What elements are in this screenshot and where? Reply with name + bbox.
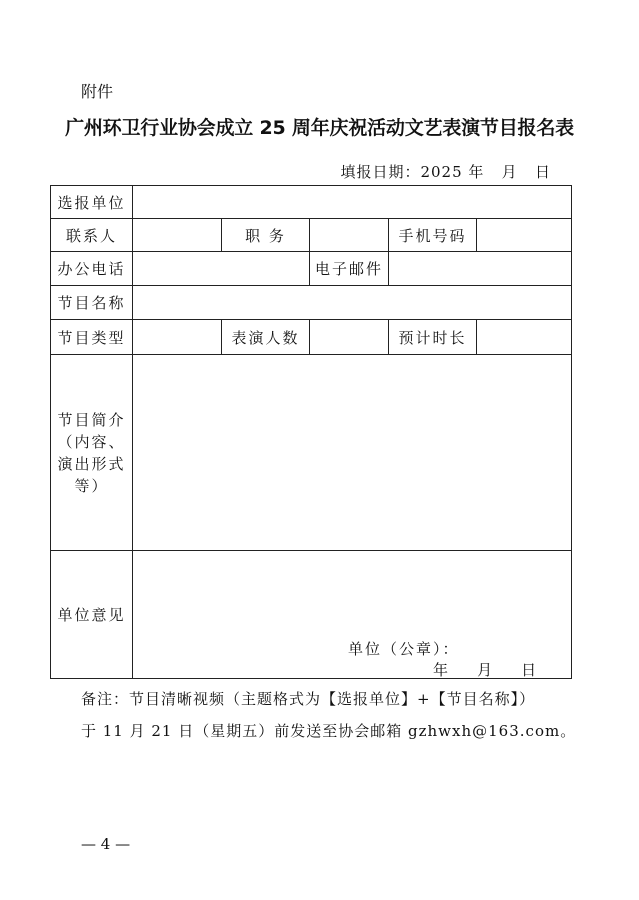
- intro-label-line: 等）: [74, 476, 109, 495]
- attachment-label: 附件: [81, 82, 114, 101]
- row-program-type: [51, 320, 572, 355]
- document-title: 广州环卫行业协会成立 25 周年庆祝活动文艺表演节目报名表: [65, 117, 574, 139]
- row-intro: [51, 355, 572, 551]
- program-name-field[interactable]: [133, 286, 572, 320]
- intro-label-line: 演出形式: [57, 454, 126, 473]
- opinion-label: 单位意见: [51, 551, 133, 679]
- duration-label: 预计时长: [389, 320, 477, 355]
- mobile-field[interactable]: [477, 219, 572, 252]
- page-number: — 4 —: [81, 835, 131, 853]
- row-opinion: [51, 551, 572, 679]
- seal-label: 单位（公章）：: [348, 640, 460, 658]
- mobile-label: 手机号码: [389, 219, 477, 252]
- email-label: 电子邮件: [310, 252, 389, 286]
- row-contact: [51, 219, 572, 252]
- note-line-1: 备注：节目清晰视频（主题格式为【选报单位】+【节目名称】）: [81, 690, 536, 708]
- program-type-label: 节目类型: [51, 320, 133, 355]
- program-type-field[interactable]: [133, 320, 222, 355]
- opinion-field[interactable]: [133, 551, 572, 679]
- performers-label: 表演人数: [222, 320, 310, 355]
- intro-label: [51, 355, 133, 551]
- intro-label-line: 节目简介: [57, 410, 126, 429]
- office-phone-field[interactable]: [133, 252, 310, 286]
- contact-label: 联系人: [51, 219, 133, 252]
- row-program-name: [51, 286, 572, 320]
- contact-field[interactable]: [133, 219, 222, 252]
- position-field[interactable]: [310, 219, 389, 252]
- intro-field[interactable]: [133, 355, 572, 551]
- unit-field[interactable]: [133, 186, 572, 219]
- seal-date: 年 月 日: [433, 661, 539, 679]
- row-office: [51, 252, 572, 286]
- fill-date: 填报日期：2025 年 月 日: [340, 163, 551, 181]
- registration-form-table: [50, 185, 572, 679]
- office-phone-label: 办公电话: [51, 252, 133, 286]
- program-name-label: 节目名称: [51, 286, 133, 320]
- position-label: 职 务: [222, 219, 310, 252]
- performers-field[interactable]: [310, 320, 389, 355]
- unit-label: 选报单位: [51, 186, 133, 219]
- duration-field[interactable]: [477, 320, 572, 355]
- note-block: [81, 683, 576, 747]
- row-unit: [51, 186, 572, 219]
- note-line-2: 于 11 月 21 日（星期五）前发送至协会邮箱 gzhwxh@163.com。: [81, 722, 577, 740]
- email-field[interactable]: [389, 252, 572, 286]
- intro-label-line: （内容、: [57, 432, 126, 451]
